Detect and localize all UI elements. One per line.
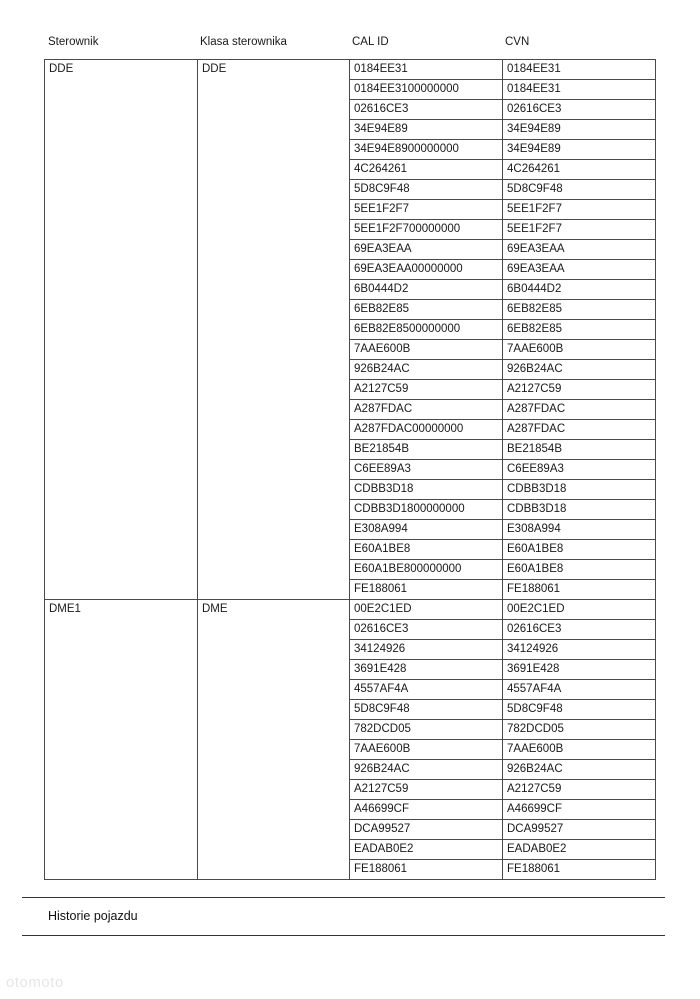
cvn-cell: 34E94E89	[503, 140, 656, 160]
cal-id-cell: 6EB82E8500000000	[350, 320, 503, 340]
cal-id-cell: A2127C59	[350, 380, 503, 400]
cvn-cell: E308A994	[503, 520, 656, 540]
section-divider-top	[22, 897, 665, 898]
ecu-table-body	[45, 60, 656, 880]
cal-id-cell: A46699CF	[350, 800, 503, 820]
table-row	[45, 60, 656, 80]
cvn-cell: 69EA3EAA	[503, 240, 656, 260]
cal-id-cell: CDBB3D18	[350, 480, 503, 500]
cvn-cell: 5D8C9F48	[503, 180, 656, 200]
watermark-logo: otomoto	[6, 974, 64, 991]
table-row	[45, 600, 656, 620]
cvn-cell: 0184EE31	[503, 60, 656, 80]
cal-id-cell: 02616CE3	[350, 100, 503, 120]
cal-id-cell: 34E94E89	[350, 120, 503, 140]
column-header-ecu-class: Klasa sterownika	[200, 36, 287, 48]
cal-id-cell: E308A994	[350, 520, 503, 540]
table-header	[0, 36, 700, 54]
cal-id-cell: 34E94E8900000000	[350, 140, 503, 160]
cvn-cell: 6B0444D2	[503, 280, 656, 300]
cal-id-cell: CDBB3D1800000000	[350, 500, 503, 520]
cvn-cell: E60A1BE8	[503, 560, 656, 580]
cvn-cell: BE21854B	[503, 440, 656, 460]
cvn-cell: 3691E428	[503, 660, 656, 680]
cvn-cell: A287FDAC	[503, 420, 656, 440]
ecu-class-cell: DME	[198, 600, 350, 880]
cvn-cell: E60A1BE8	[503, 540, 656, 560]
ecu-name-cell: DME1	[45, 600, 198, 880]
cal-id-cell: 5EE1F2F7	[350, 200, 503, 220]
cvn-cell: A287FDAC	[503, 400, 656, 420]
section-divider-bottom	[22, 935, 665, 936]
cal-id-cell: A287FDAC00000000	[350, 420, 503, 440]
cal-id-cell: 02616CE3	[350, 620, 503, 640]
cvn-cell: 7AAE600B	[503, 340, 656, 360]
cvn-cell: 7AAE600B	[503, 740, 656, 760]
cal-id-cell: 926B24AC	[350, 360, 503, 380]
column-header-cal-id: CAL ID	[352, 36, 389, 48]
cvn-cell: 00E2C1ED	[503, 600, 656, 620]
cvn-cell: FE188061	[503, 580, 656, 600]
cvn-cell: 926B24AC	[503, 760, 656, 780]
cal-id-cell: 00E2C1ED	[350, 600, 503, 620]
cal-id-cell: 4557AF4A	[350, 680, 503, 700]
ecu-calibration-table	[44, 59, 656, 880]
cal-id-cell: E60A1BE8	[350, 540, 503, 560]
cvn-cell: 5D8C9F48	[503, 700, 656, 720]
cvn-cell: 4557AF4A	[503, 680, 656, 700]
cal-id-cell: BE21854B	[350, 440, 503, 460]
cal-id-cell: 69EA3EAA00000000	[350, 260, 503, 280]
cvn-cell: 34124926	[503, 640, 656, 660]
cvn-cell: 02616CE3	[503, 100, 656, 120]
cal-id-cell: 0184EE3100000000	[350, 80, 503, 100]
cal-id-cell: 6EB82E85	[350, 300, 503, 320]
cal-id-cell: 5D8C9F48	[350, 180, 503, 200]
cvn-cell: A2127C59	[503, 780, 656, 800]
cvn-cell: 5EE1F2F7	[503, 220, 656, 240]
cvn-cell: 34E94E89	[503, 120, 656, 140]
ecu-name-cell: DDE	[45, 60, 198, 600]
cal-id-cell: EADAB0E2	[350, 840, 503, 860]
cal-id-cell: 926B24AC	[350, 760, 503, 780]
cvn-cell: EADAB0E2	[503, 840, 656, 860]
cvn-cell: 926B24AC	[503, 360, 656, 380]
cal-id-cell: C6EE89A3	[350, 460, 503, 480]
cal-id-cell: DCA99527	[350, 820, 503, 840]
cal-id-cell: 34124926	[350, 640, 503, 660]
cal-id-cell: 3691E428	[350, 660, 503, 680]
cvn-cell: 02616CE3	[503, 620, 656, 640]
cvn-cell: 782DCD05	[503, 720, 656, 740]
cvn-cell: 69EA3EAA	[503, 260, 656, 280]
cal-id-cell: 4C264261	[350, 160, 503, 180]
cal-id-cell: 6B0444D2	[350, 280, 503, 300]
cal-id-cell: A2127C59	[350, 780, 503, 800]
cvn-cell: 0184EE31	[503, 80, 656, 100]
cvn-cell: CDBB3D18	[503, 480, 656, 500]
cal-id-cell: 0184EE31	[350, 60, 503, 80]
cal-id-cell: FE188061	[350, 580, 503, 600]
cvn-cell: A2127C59	[503, 380, 656, 400]
cvn-cell: 6EB82E85	[503, 300, 656, 320]
cal-id-cell: E60A1BE800000000	[350, 560, 503, 580]
cvn-cell: CDBB3D18	[503, 500, 656, 520]
column-header-cvn: CVN	[505, 36, 530, 48]
cal-id-cell: A287FDAC	[350, 400, 503, 420]
cal-id-cell: 69EA3EAA	[350, 240, 503, 260]
cvn-cell: 4C264261	[503, 160, 656, 180]
cvn-cell: 5EE1F2F7	[503, 200, 656, 220]
section-title: Historie pojazdu	[48, 909, 138, 923]
cal-id-cell: 782DCD05	[350, 720, 503, 740]
column-header-ecu: Sterownik	[48, 36, 99, 48]
cal-id-cell: FE188061	[350, 860, 503, 880]
cal-id-cell: 5D8C9F48	[350, 700, 503, 720]
cvn-cell: A46699CF	[503, 800, 656, 820]
cal-id-cell: 7AAE600B	[350, 340, 503, 360]
cvn-cell: FE188061	[503, 860, 656, 880]
cal-id-cell: 7AAE600B	[350, 740, 503, 760]
cvn-cell: 6EB82E85	[503, 320, 656, 340]
cal-id-cell: 5EE1F2F700000000	[350, 220, 503, 240]
cvn-cell: C6EE89A3	[503, 460, 656, 480]
ecu-class-cell: DDE	[198, 60, 350, 600]
cvn-cell: DCA99527	[503, 820, 656, 840]
